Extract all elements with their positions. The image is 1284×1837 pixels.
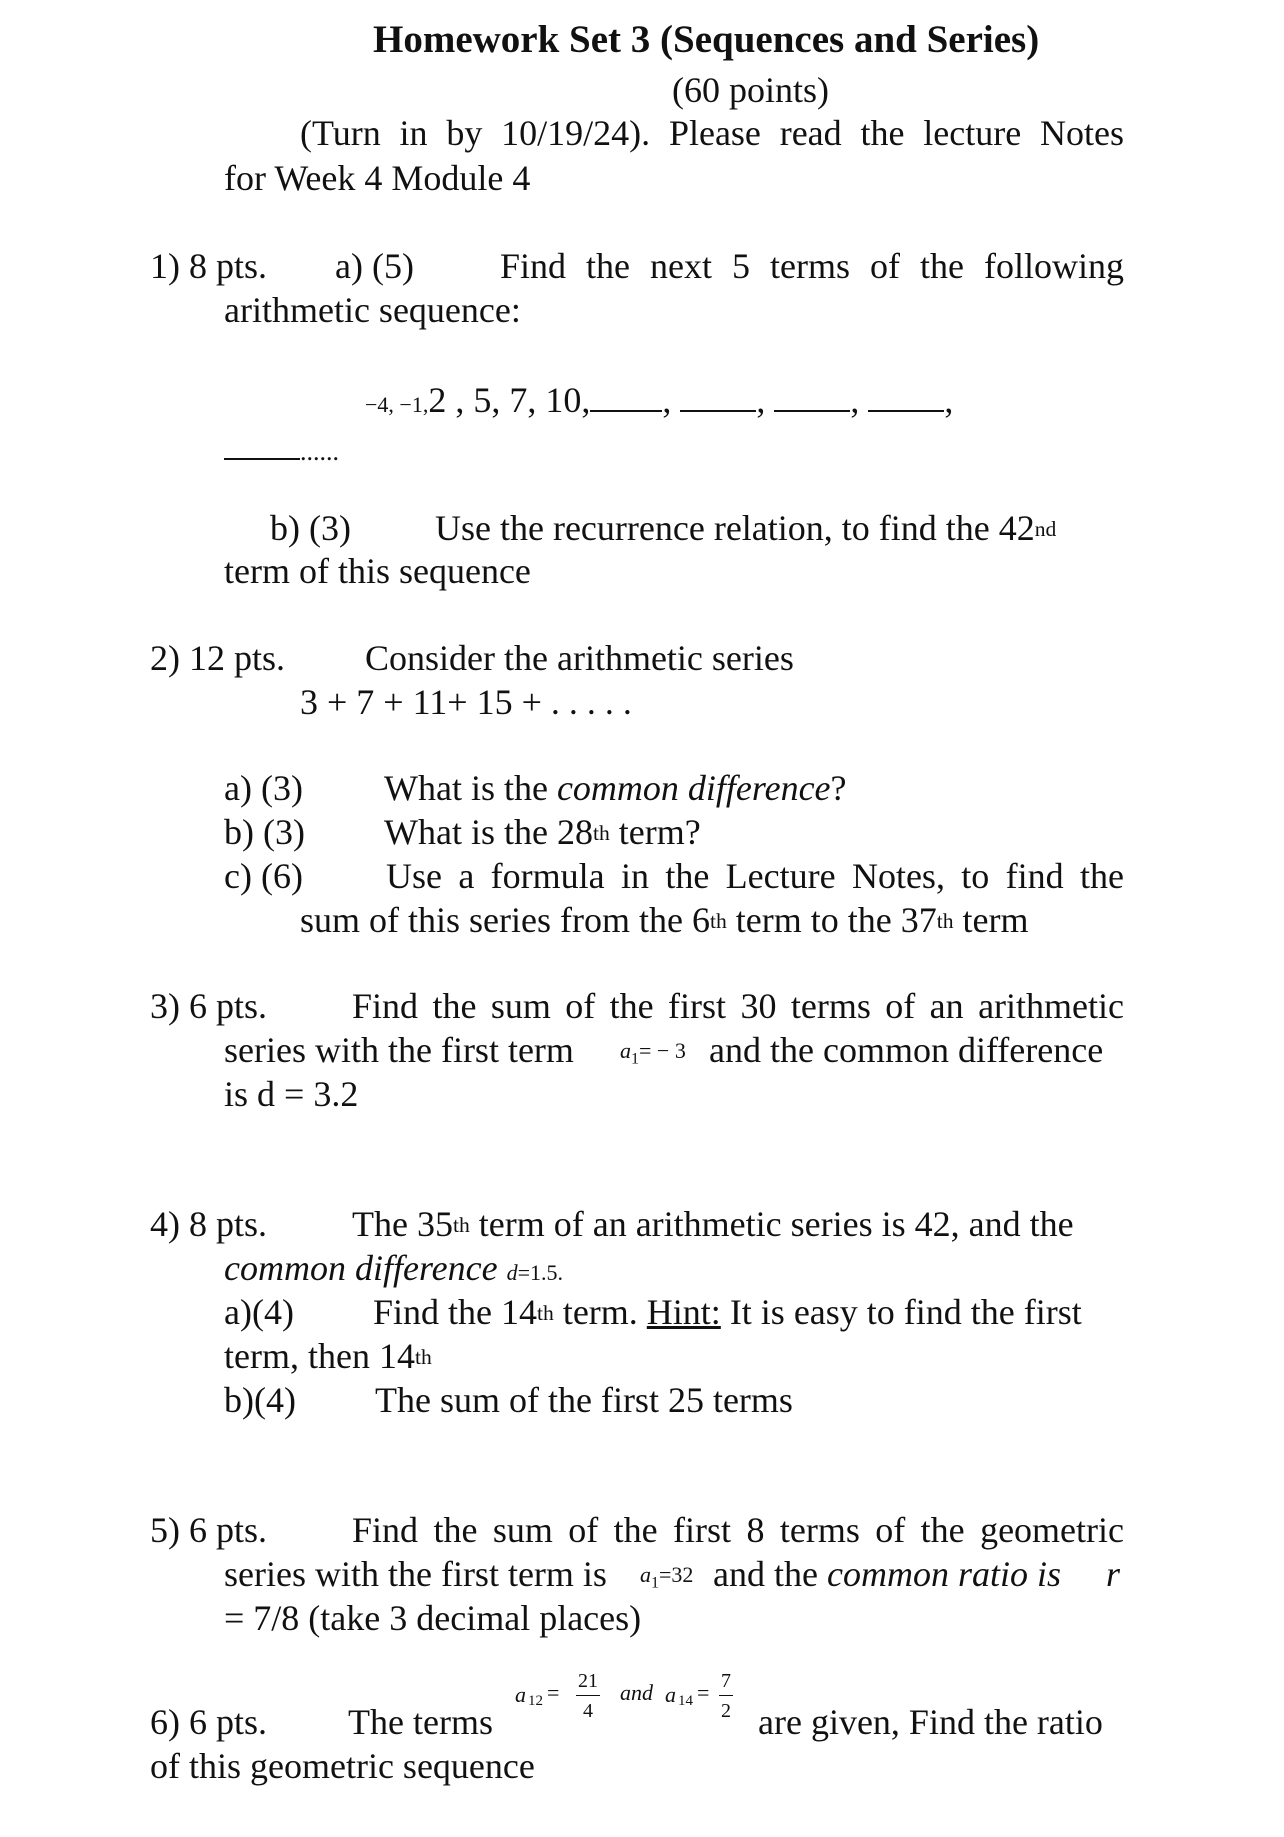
q6-text-post: are given, Find the ratio xyxy=(758,1702,1103,1742)
page-title: Homework Set 3 (Sequences and Series) xyxy=(373,18,1040,61)
q4-a-text-line2 xyxy=(224,1338,432,1374)
q6-a14-sub: 14 xyxy=(678,1693,693,1709)
q6-line2: of this geometric sequence xyxy=(150,1746,535,1786)
q3-a1-val: = − 3 xyxy=(639,1038,686,1063)
q4-a-pre: Find the 14 xyxy=(373,1292,538,1332)
q2-b-label: b) (3) xyxy=(224,812,305,852)
q2-c-label: c) (6) xyxy=(224,856,303,896)
q2-c-text: Use a formula in the Lecture Notes, to find the xyxy=(386,856,1124,896)
answer-blank-2[interactable] xyxy=(680,380,756,412)
q2-number: 2) 12 pts. xyxy=(150,638,285,678)
q1-part-a-label: a) (5) xyxy=(335,246,414,286)
q1-part-b-sup: nd xyxy=(1034,516,1057,541)
q6-number: 6) 6 pts. xyxy=(150,1702,267,1742)
q2-c-line2-post: term xyxy=(953,900,1029,940)
q3-a1 xyxy=(620,1040,686,1067)
q1-part-b-text xyxy=(435,510,1056,546)
q4-line1-post: term of an arithmetic series is 42, and the xyxy=(469,1204,1074,1244)
q2-series: 3 + 7 + 11+ 15 + . . . . . xyxy=(300,682,632,722)
answer-blank-1[interactable] xyxy=(590,380,662,412)
q5-a1 xyxy=(640,1564,693,1591)
q5-a1-var: a xyxy=(640,1562,651,1587)
q6-fraction-2 xyxy=(719,1670,733,1723)
q5-number: 5) 6 pts. xyxy=(150,1510,267,1550)
answer-blank-5[interactable] xyxy=(224,428,300,460)
q6-eq-1: = xyxy=(547,1680,560,1705)
q2-a-text-post: ? xyxy=(830,768,847,808)
q4-a-text xyxy=(373,1294,1082,1330)
q4-a-line2-pre: term, then 14 xyxy=(224,1336,415,1376)
q1-sequence-start: −4, −1, xyxy=(365,392,429,417)
q4-a-label: a)(4) xyxy=(224,1292,294,1332)
q4-d-var: d xyxy=(506,1260,518,1285)
q5-line1: Find the sum of the first 8 terms of the geometric xyxy=(352,1510,1124,1550)
q2-c-text-line2 xyxy=(300,902,1028,938)
q2-b-text xyxy=(384,814,701,850)
q3-line3: is d = 3.2 xyxy=(224,1074,359,1114)
q4-a-line2-sup: th xyxy=(414,1344,432,1369)
q6-a12-sub: 12 xyxy=(528,1693,543,1709)
q2-a-text xyxy=(384,770,847,806)
q1-number: 1) 8 pts. xyxy=(150,246,267,286)
q3-line2-right: and the common difference xyxy=(709,1030,1104,1070)
q2-intro: Consider the arithmetic series xyxy=(365,638,794,678)
q3-line1: Find the sum of the first 30 terms of an arithmetic xyxy=(352,986,1124,1026)
q2-c-line2-mid: term to the 37 xyxy=(726,900,937,940)
q6-fraction-2-numerator: 7 xyxy=(719,1670,733,1696)
instructions-line-1: (Turn in by 10/19/24). Please read the lecture Notes xyxy=(300,113,1124,153)
ellipsis: ...... xyxy=(300,437,339,466)
q2-a-text-italic: common difference xyxy=(556,768,831,808)
q6-text-pre: The terms xyxy=(348,1702,493,1742)
q5-common-ratio-italic: common ratio is xyxy=(826,1554,1061,1594)
q2-b-sup: th xyxy=(592,820,610,845)
q5-r-var: r xyxy=(1106,1554,1121,1594)
q3-a1-sub: 1 xyxy=(631,1050,639,1068)
q3-a1-var: a xyxy=(620,1038,631,1063)
q6-fraction-1 xyxy=(576,1670,600,1723)
instructions-line-2: for Week 4 Module 4 xyxy=(224,158,531,198)
q4-b-text: The sum of the first 25 terms xyxy=(375,1380,793,1420)
answer-blank-4[interactable] xyxy=(868,380,944,412)
q2-a-label: a) (3) xyxy=(224,768,303,808)
q6-a12-var: a xyxy=(515,1682,526,1707)
q5-a1-val: =32 xyxy=(659,1562,694,1587)
q1-part-a-text-line2: arithmetic sequence: xyxy=(224,290,521,330)
q4-d-val: =1.5. xyxy=(517,1260,563,1285)
q5-line2-right xyxy=(713,1556,1061,1592)
q6-a14-var: a xyxy=(665,1682,676,1707)
q6-fraction-1-numerator: 21 xyxy=(576,1670,600,1696)
q4-line2 xyxy=(224,1250,563,1286)
q2-b-text-post: term? xyxy=(609,812,701,852)
q1-sequence: −4, −1,2 , 5, 7, 10, , , , , xyxy=(365,380,954,420)
q3-number: 3) 6 pts. xyxy=(150,986,267,1026)
q4-number: 4) 8 pts. xyxy=(150,1204,267,1244)
q4-a-sup: th xyxy=(537,1300,554,1325)
q5-line2-and: and the xyxy=(713,1554,827,1594)
q1-part-a-text: Find the next 5 terms of the following xyxy=(500,246,1124,286)
q4-line1-sup: th xyxy=(452,1212,470,1237)
q4-line2-italic: common difference xyxy=(224,1248,498,1288)
q2-c-sup2: th xyxy=(936,908,954,933)
q3-line2-left: series with the first term xyxy=(224,1030,574,1070)
q1-part-b-text-main: Use the recurrence relation, to find the 42 xyxy=(435,508,1035,548)
q6-eq-2: = xyxy=(697,1680,710,1705)
q6-and: and xyxy=(620,1680,653,1705)
q2-a-text-pre: What is the xyxy=(384,768,557,808)
q4-b-label: b)(4) xyxy=(224,1380,296,1420)
q4-hint-label: Hint: xyxy=(646,1292,721,1332)
q6-fraction-1-denominator: 4 xyxy=(583,1700,593,1722)
q4-a-mid: term. xyxy=(553,1292,647,1332)
q2-b-text-pre: What is the 28 xyxy=(384,812,593,852)
q1-part-b-text-line2: term of this sequence xyxy=(224,551,531,591)
q5-a1-sub: 1 xyxy=(651,1574,659,1592)
q1-sequence-rest: 2 , 5, 7, 10, xyxy=(428,380,591,420)
points-total: (60 points) xyxy=(672,70,829,110)
q1-part-b-label: b) (3) xyxy=(270,508,351,548)
q4-line1 xyxy=(352,1206,1074,1242)
q2-c-line2-pre: sum of this series from the 6 xyxy=(300,900,710,940)
q1-sequence-continuation xyxy=(224,428,339,466)
answer-blank-3[interactable] xyxy=(774,380,850,412)
q4-a-post: It is easy to find the first xyxy=(720,1292,1082,1332)
q5-line3: = 7/8 (take 3 decimal places) xyxy=(224,1598,642,1638)
q5-line2-left: series with the first term is xyxy=(224,1554,607,1594)
q2-c-sup1: th xyxy=(709,908,727,933)
q4-line1-pre: The 35 xyxy=(352,1204,453,1244)
q6-fraction-2-denominator: 2 xyxy=(721,1700,731,1722)
